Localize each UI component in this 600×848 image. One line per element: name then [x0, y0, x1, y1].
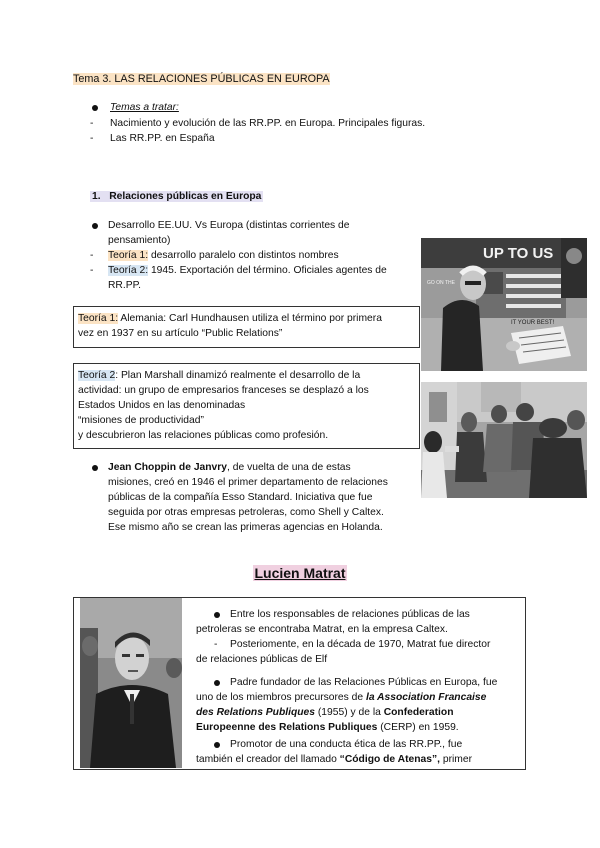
bullet-icon — [92, 223, 98, 229]
matrat-paragraph-3-line-2: también el creador del llamado “Código de Atenas”, primer — [196, 754, 473, 765]
matrat-portrait-illustration — [80, 598, 182, 768]
bullet-icon — [92, 465, 98, 471]
photo-soldiers — [421, 382, 587, 498]
theory-2-box: Teoría 2: Plan Marshall dinamizó realmente el desarrollo de la actividad: un grupo de empresarios franceses se desplazó a los Estados Unidos en las denominadas “misiones de productividad” y descubrieron las relaciones públicas como profesión. — [73, 363, 420, 449]
matrat-paragraph-1-line-2: petroleras se encontraba Matrat, en la empresa Caltex. — [196, 624, 448, 635]
soldiers-illustration — [421, 382, 587, 498]
theory-1-box: Teoría 1: Alemania: Carl Hundhausen utiliza el término por primera vez en 1937 en su artículo “Public Relations” — [73, 306, 420, 348]
matrat-heading: Lucien Matrat — [254, 565, 346, 581]
newspaper-reader-illustration — [421, 238, 587, 371]
intro-heading: Temas a tratar: — [110, 102, 179, 113]
bullet-icon — [214, 742, 220, 748]
photo-matrat — [80, 598, 182, 768]
matrat-paragraph-1b-line-2: de relaciones públicas de Elf — [196, 654, 328, 665]
bullet-icon — [92, 105, 98, 111]
svg-text:GO ON THE: GO ON THE — [427, 280, 455, 286]
page-title: Tema 3. LAS RELACIONES PÚBLICAS EN EUROPA — [73, 73, 330, 85]
photo-man-newspaper — [421, 238, 587, 371]
matrat-paragraph-2-line-3: des Relations Publiques (1955) y de la Confederation — [196, 707, 454, 718]
matrat-paragraph-2-line-2: uno de los miembros precursores de la Association Francaise — [196, 692, 487, 703]
matrat-paragraph-2-line-4: Europeenne des Relations Publiques (CERP) en 1959. — [196, 722, 459, 733]
svg-text:UP TO US: UP TO US — [483, 245, 554, 262]
section-heading: 1. Relaciones públicas en Europa — [92, 191, 262, 202]
svg-text:IT YOUR BEST!: IT YOUR BEST! — [511, 320, 555, 326]
bullet-icon — [214, 612, 220, 618]
bullet-icon — [214, 680, 220, 686]
matrat-box: Entre los responsables de relaciones públicas de las petroleras se encontraba Matrat, en la empresa Caltex. - Posteriomente, en la década de 1970, Matrat fue director de relaciones públicas de Elf Padre fundador de las Relaciones Públicas en Europa, fue uno de los miembros precursores de la Association Francaise des Relations Publiques (1955) y de la Confederation Europeenne des Relations Publiques (CERP) en 1959. Promotor de una conducta ética de las RR.PP., fue también el creador del llamado “Código de Atenas”, primer — [73, 597, 526, 770]
